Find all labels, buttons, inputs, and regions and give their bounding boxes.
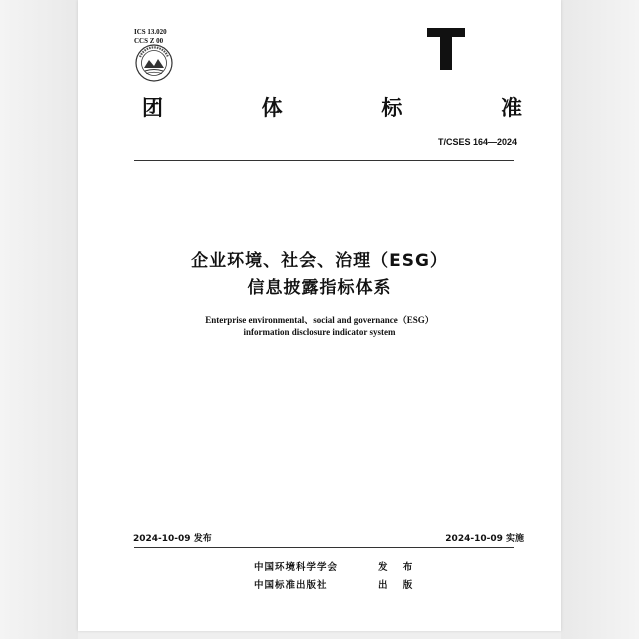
- publisher-action: 发 布: [378, 562, 419, 573]
- publisher-name: 中国标准出版社: [254, 580, 328, 591]
- publisher-row: [254, 559, 418, 573]
- background-right: [561, 0, 639, 639]
- society-seal-icon: [135, 44, 173, 82]
- kind-char: 标: [381, 96, 403, 120]
- kind-char: 团: [142, 96, 163, 120]
- standard-number: T/CSES 164—2024: [437, 137, 517, 147]
- issue-date: 2024-10-09 发布: [133, 534, 212, 544]
- standard-type-heading: [142, 92, 522, 122]
- english-title-line2: information disclosure indicator system: [243, 327, 396, 337]
- publisher-row: [254, 577, 418, 591]
- t-standard-mark-icon: [426, 27, 466, 71]
- background-left: [0, 0, 78, 639]
- publisher-name: 中国环境科学学会: [254, 562, 339, 573]
- publisher-action: 出 版: [378, 580, 419, 591]
- english-title-line1: Enterprise environmental、social and governance（ESG）: [205, 315, 434, 325]
- ccs-code: CCS Z 00: [134, 37, 164, 45]
- standard-cover-page: [78, 0, 561, 631]
- chinese-title-line2: 信息披露指标体系: [247, 278, 392, 298]
- ics-code: ICS 13.020: [134, 28, 167, 36]
- chinese-title-line1: 企业环境、社会、治理（ESG）: [191, 251, 448, 271]
- bottom-divider: [134, 547, 514, 548]
- implementation-date: 2024-10-09 实施: [445, 534, 524, 544]
- top-divider: [134, 160, 514, 161]
- kind-char: 体: [261, 96, 283, 120]
- kind-char: 准: [500, 96, 522, 120]
